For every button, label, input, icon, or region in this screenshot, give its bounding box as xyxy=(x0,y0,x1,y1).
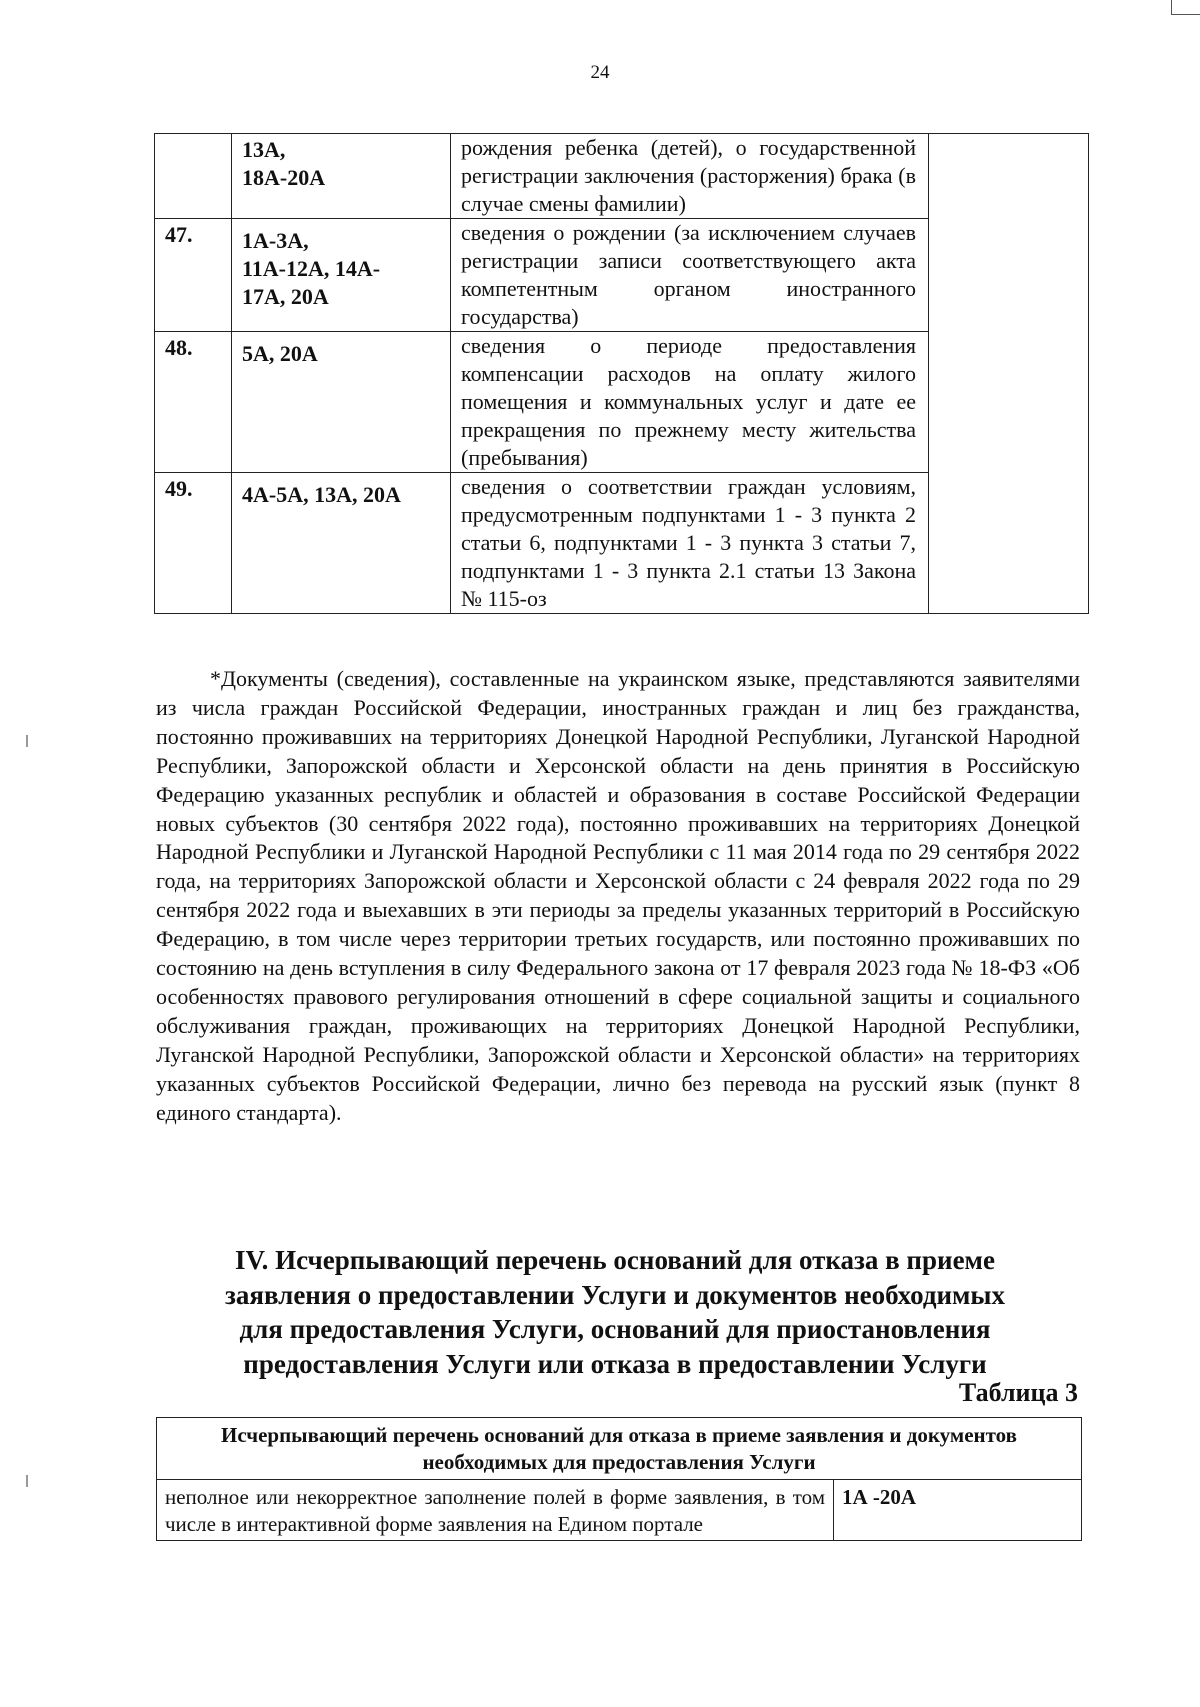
heading-line: для предоставления Услуги, оснований для приостановления xyxy=(239,1314,991,1344)
row-code-line: 1А-3А, xyxy=(242,228,309,253)
row-codes-cell xyxy=(232,134,451,219)
heading-line: IV. Исчерпывающий перечень оснований для отказа в приеме xyxy=(235,1245,995,1275)
row-description-cell: сведения о рождении (за исключением случаев регистрации записи соответствующего акта компетентным органом иностранного государства) xyxy=(451,219,929,332)
table-caption: Таблица 3 xyxy=(958,1378,1078,1407)
row-number-cell: 48. xyxy=(155,332,232,473)
row-description-cell: неполное или некорректное заполнение полей в форме заявления, в том числе в интерактивной форме заявления на Едином портале xyxy=(157,1480,834,1541)
row-codes-cell xyxy=(232,219,451,332)
row-code-line: 11А-12А, 14А- xyxy=(242,256,381,281)
heading-line: предоставления Услуги или отказа в предоставлении Услуги xyxy=(243,1348,987,1379)
refusal-grounds-table xyxy=(156,1417,1082,1541)
page-number: 24 xyxy=(590,62,610,83)
row-code-line: 13А, xyxy=(242,137,286,162)
row-code-line: 18А-20А xyxy=(242,165,326,190)
table-row xyxy=(157,1480,1082,1541)
row-description-cell: рождения ребенка (детей), о государственной регистрации заключения (расторжения) брака (в случае смены фамилии) xyxy=(451,134,929,219)
table-header-cell: Исчерпывающий перечень оснований для отказа в приеме заявления и документов необходимых для предоставления Услуги xyxy=(157,1418,1082,1480)
documents-table xyxy=(154,133,1089,614)
footnote-paragraph: *Документы (сведения), составленные на украинском языке, представляются заявителями из числа граждан Российской Федерации, иностранных граждан и лиц без гражданства, постоянно проживавших на территориях Донецкой Народной Республики, Луганской Народной Республики, Запорожской области и Херсонской области на день принятия в Российскую Федерацию указанных республик и областей и образования в составе Российской Федерации новых субъектов (30 сентября 2022 года), постоянно проживавших на территориях Донецкой Народной Республики и Луганской Народной Республики с 11 мая 2014 года по 29 сентября 2022 года, на территориях Запорожской области и Херсонской области с 24 февраля 2022 года по 29 сентября 2022 года и выехавших в эти периоды за пределы указанных территорий в Российскую Федерацию, в том числе через территории третьих государств, или постоянно проживавших по состоянию на день вступления в силу Федерального закона от 17 февраля 2023 года № 18-ФЗ «Об особенностях правового регулирования отношений в сфере социальной защиты и социального обслуживания граждан, проживающих на территориях Донецкой Народной Республики, Луганской Народной Республики, Запорожской области и Херсонской области» на территориях указанных субъектов Российской Федерации, лично без перевода на русский язык (пункт 8 единого стандарта). xyxy=(156,666,1080,1125)
section-heading xyxy=(150,1243,1080,1381)
row-codes-cell xyxy=(232,332,451,473)
row-number-cell xyxy=(155,134,232,219)
empty-column xyxy=(929,134,1089,614)
row-code-line: 5А, 20А xyxy=(242,341,318,366)
row-code-line: 4А-5А, 13А, 20А xyxy=(242,482,401,507)
corner-scan-mark xyxy=(1171,0,1200,15)
row-description-cell: сведения о периоде предоставления компенсации расходов на оплату жилого помещения и коммунальных услуг и дате ее прекращения по прежнему месту жительства (пребывания) xyxy=(451,332,929,473)
row-number-cell: 49. xyxy=(155,473,232,614)
heading-line: заявления о предоставлении Услуги и документов необходимых xyxy=(224,1279,1006,1310)
row-description-cell: сведения о соответствии граждан условиям, предусмотренным подпунктами 1 - 3 пункта 2 статьи 6, подпунктами 1 - 3 пункта 3 статьи 7, подпунктами 1 - 3 пункта 2.1 статьи 13 Закона № 115-оз xyxy=(451,473,929,614)
margin-mark xyxy=(26,1475,28,1487)
row-codes-cell xyxy=(232,473,451,614)
row-number-cell: 47. xyxy=(155,219,232,332)
margin-mark xyxy=(26,735,28,747)
row-codes-cell: 1А -20А xyxy=(834,1480,1082,1541)
row-code-line: 17А, 20А xyxy=(242,284,329,309)
table-row xyxy=(155,134,1089,219)
table-header-row xyxy=(157,1418,1082,1480)
